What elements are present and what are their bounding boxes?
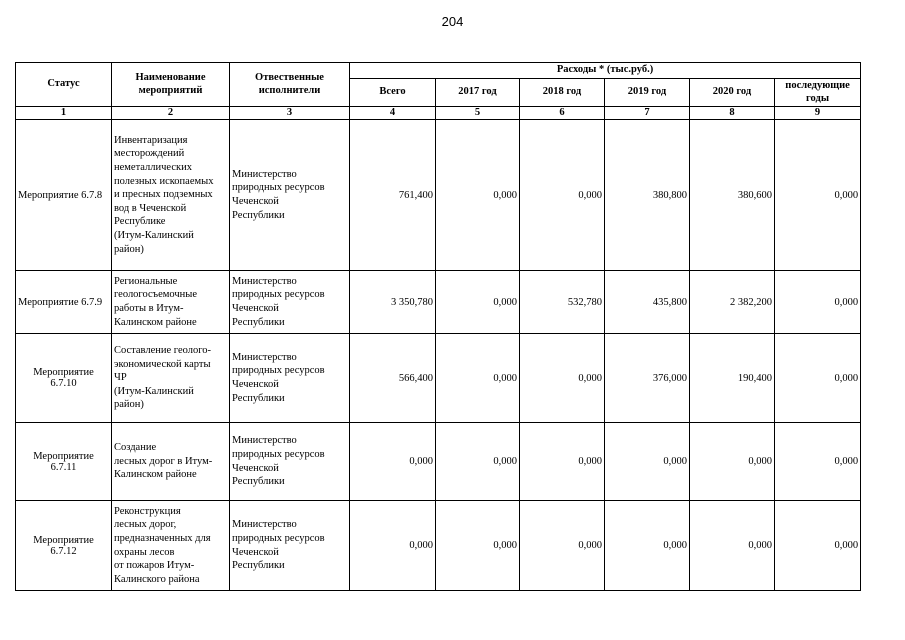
- row-name-line: район): [114, 399, 144, 411]
- row-responsible: [230, 120, 350, 271]
- header-later-years: [775, 79, 861, 107]
- row-value-2019: 0,000: [605, 501, 690, 591]
- row-name-line: охраны лесов: [114, 546, 175, 558]
- row-name: [112, 423, 230, 501]
- row-resp-line: Министерство: [232, 168, 297, 180]
- row-value-2019: 380,800: [605, 120, 690, 271]
- header-2019: 2019 год: [605, 79, 690, 107]
- table-row: [16, 501, 861, 591]
- col-number: 2: [112, 107, 230, 120]
- row-resp-line: природных ресурсов: [232, 289, 325, 301]
- header-2018: 2018 год: [520, 79, 605, 107]
- row-value-later: 0,000: [775, 120, 861, 271]
- row-value-2018: 0,000: [520, 501, 605, 591]
- row-value-2020: 0,000: [690, 423, 775, 501]
- page-number: 204: [441, 14, 464, 29]
- col-number: 4: [350, 107, 436, 120]
- row-status: [16, 334, 112, 423]
- col-number: 8: [690, 107, 775, 120]
- row-name-line: Калинском районе: [114, 316, 197, 328]
- header-2017: 2017 год: [436, 79, 520, 107]
- row-resp-line: Министерство: [232, 435, 297, 447]
- row-status-line1: Мероприятие: [33, 367, 94, 378]
- row-name-line: полезных ископаемых: [114, 175, 214, 187]
- row-value-2020: 0,000: [690, 501, 775, 591]
- row-resp-line: Министерство: [232, 519, 297, 531]
- row-responsible: [230, 501, 350, 591]
- row-resp-line: Министерство: [232, 275, 297, 287]
- row-value-2019: 376,000: [605, 334, 690, 423]
- row-name-line: лесных дорог,: [114, 519, 177, 531]
- row-name-line: Реконструкция: [114, 505, 181, 517]
- row-value-later: 0,000: [775, 423, 861, 501]
- row-status-line2: 6.7.10: [50, 378, 77, 389]
- row-value-later: 0,000: [775, 501, 861, 591]
- row-name-line: вод в Чеченской: [114, 202, 187, 214]
- row-status-line1: Мероприятие: [33, 534, 94, 546]
- header-expenses: Расходы * (тыс.руб.): [350, 63, 861, 79]
- row-value-2018: 0,000: [520, 334, 605, 423]
- row-value-2017: 0,000: [436, 334, 520, 423]
- table-row: [16, 334, 861, 423]
- row-resp-line: Республики: [232, 316, 285, 328]
- header-name-line2: мероприятий: [138, 84, 203, 96]
- expenses-table: [15, 62, 861, 591]
- row-value-total: 761,400: [350, 120, 436, 271]
- row-value-later: 0,000: [775, 271, 861, 334]
- row-resp-line: природных ресурсов: [232, 532, 325, 544]
- header-name: [112, 63, 230, 107]
- row-status-line1: Мероприятие: [33, 450, 94, 462]
- row-value-2019: 435,800: [605, 271, 690, 334]
- row-name-line: неметаллических: [114, 161, 192, 173]
- row-responsible: [230, 334, 350, 423]
- row-status-line2: 6.7.12: [50, 545, 77, 557]
- row-name-line: Региональные: [114, 275, 178, 287]
- row-name-line: Калинского района: [114, 573, 200, 585]
- row-resp-line: Чеченской: [232, 546, 279, 558]
- row-value-2017: 0,000: [436, 271, 520, 334]
- row-value-later: 0,000: [775, 334, 861, 423]
- row-name: [112, 120, 230, 271]
- row-resp-line: Чеченской: [232, 462, 279, 474]
- row-value-2020: 190,400: [690, 334, 775, 423]
- row-name-line: район): [114, 243, 144, 255]
- row-name-line: от пожаров Итум-: [114, 560, 195, 572]
- col-number: 5: [436, 107, 520, 120]
- row-name-line: предназначенных для: [114, 532, 211, 544]
- row-resp-line: Чеченской: [232, 379, 279, 390]
- row-name-line: Инвентаризация: [114, 134, 188, 146]
- row-value-total: 566,400: [350, 334, 436, 423]
- col-number: 3: [230, 107, 350, 120]
- row-status: [16, 423, 112, 501]
- header-status: Статус: [16, 63, 112, 107]
- row-name-line: Составление геолого-: [114, 344, 212, 356]
- row-name-line: лесных дорог в Итум-: [114, 455, 213, 467]
- header-later-line2: годы: [806, 92, 830, 104]
- row-status: Мероприятие 6.7.8: [16, 120, 112, 271]
- row-resp-line: Республики: [232, 209, 285, 221]
- header-resp-line2: исполнители: [258, 84, 321, 96]
- row-value-2017: 0,000: [436, 120, 520, 271]
- row-responsible: [230, 423, 350, 501]
- row-name-line: (Итум-Калинский: [114, 230, 194, 242]
- table-row: [16, 120, 861, 271]
- row-name-line: экономической карты: [114, 358, 211, 370]
- row-value-2017: 0,000: [436, 501, 520, 591]
- row-name: [112, 501, 230, 591]
- header-responsible: [230, 63, 350, 107]
- row-resp-line: природных ресурсов: [232, 365, 325, 377]
- row-resp-line: природных ресурсов: [232, 182, 325, 194]
- row-resp-line: Республики: [232, 392, 285, 404]
- row-resp-line: Чеченской: [232, 303, 279, 314]
- row-name-line: Республике: [114, 216, 166, 228]
- column-numbers-row: [16, 107, 861, 120]
- row-status: Мероприятие 6.7.9: [16, 271, 112, 334]
- header-2020: 2020 год: [690, 79, 775, 107]
- col-number: 9: [775, 107, 861, 120]
- row-status-line2: 6.7.11: [50, 461, 77, 473]
- col-number: 6: [520, 107, 605, 120]
- row-value-total: 0,000: [350, 423, 436, 501]
- row-name-line: (Итум-Калинский: [114, 385, 194, 397]
- row-value-2017: 0,000: [436, 423, 520, 501]
- row-value-2020: 2 382,200: [690, 271, 775, 334]
- row-name: [112, 334, 230, 423]
- row-value-total: 0,000: [350, 501, 436, 591]
- row-resp-line: Республики: [232, 560, 285, 572]
- row-name-line: и пресных подземных: [114, 189, 213, 201]
- header-resp-line1: Отвественные: [255, 72, 324, 84]
- row-value-2020: 380,600: [690, 120, 775, 271]
- row-resp-line: Республики: [232, 476, 285, 488]
- row-name: [112, 271, 230, 334]
- header-name-line1: Наименование: [135, 72, 206, 84]
- row-value-2018: 0,000: [520, 423, 605, 501]
- row-responsible: [230, 271, 350, 334]
- col-number: 7: [605, 107, 690, 120]
- row-name-line: месторождений: [114, 148, 185, 160]
- row-name-line: геологосъемочные: [114, 289, 197, 301]
- row-value-2019: 0,000: [605, 423, 690, 501]
- table-row: [16, 271, 861, 334]
- row-name-line: работы в Итум-: [114, 303, 184, 314]
- row-name-line: Калинском районе: [114, 469, 197, 481]
- row-resp-line: природных ресурсов: [232, 448, 325, 460]
- header-later-line1: последующие: [785, 80, 850, 92]
- col-number: 1: [16, 107, 112, 120]
- table-row: [16, 423, 861, 501]
- row-resp-line: Чеченской: [232, 196, 279, 207]
- header-total: Всего: [350, 79, 436, 107]
- row-value-2018: 0,000: [520, 120, 605, 271]
- row-name-line: Создание: [114, 442, 157, 454]
- row-status: [16, 501, 112, 591]
- row-name-line: ЧР: [114, 372, 127, 384]
- row-value-total: 3 350,780: [350, 271, 436, 334]
- row-value-2018: 532,780: [520, 271, 605, 334]
- row-resp-line: Министерство: [232, 351, 297, 363]
